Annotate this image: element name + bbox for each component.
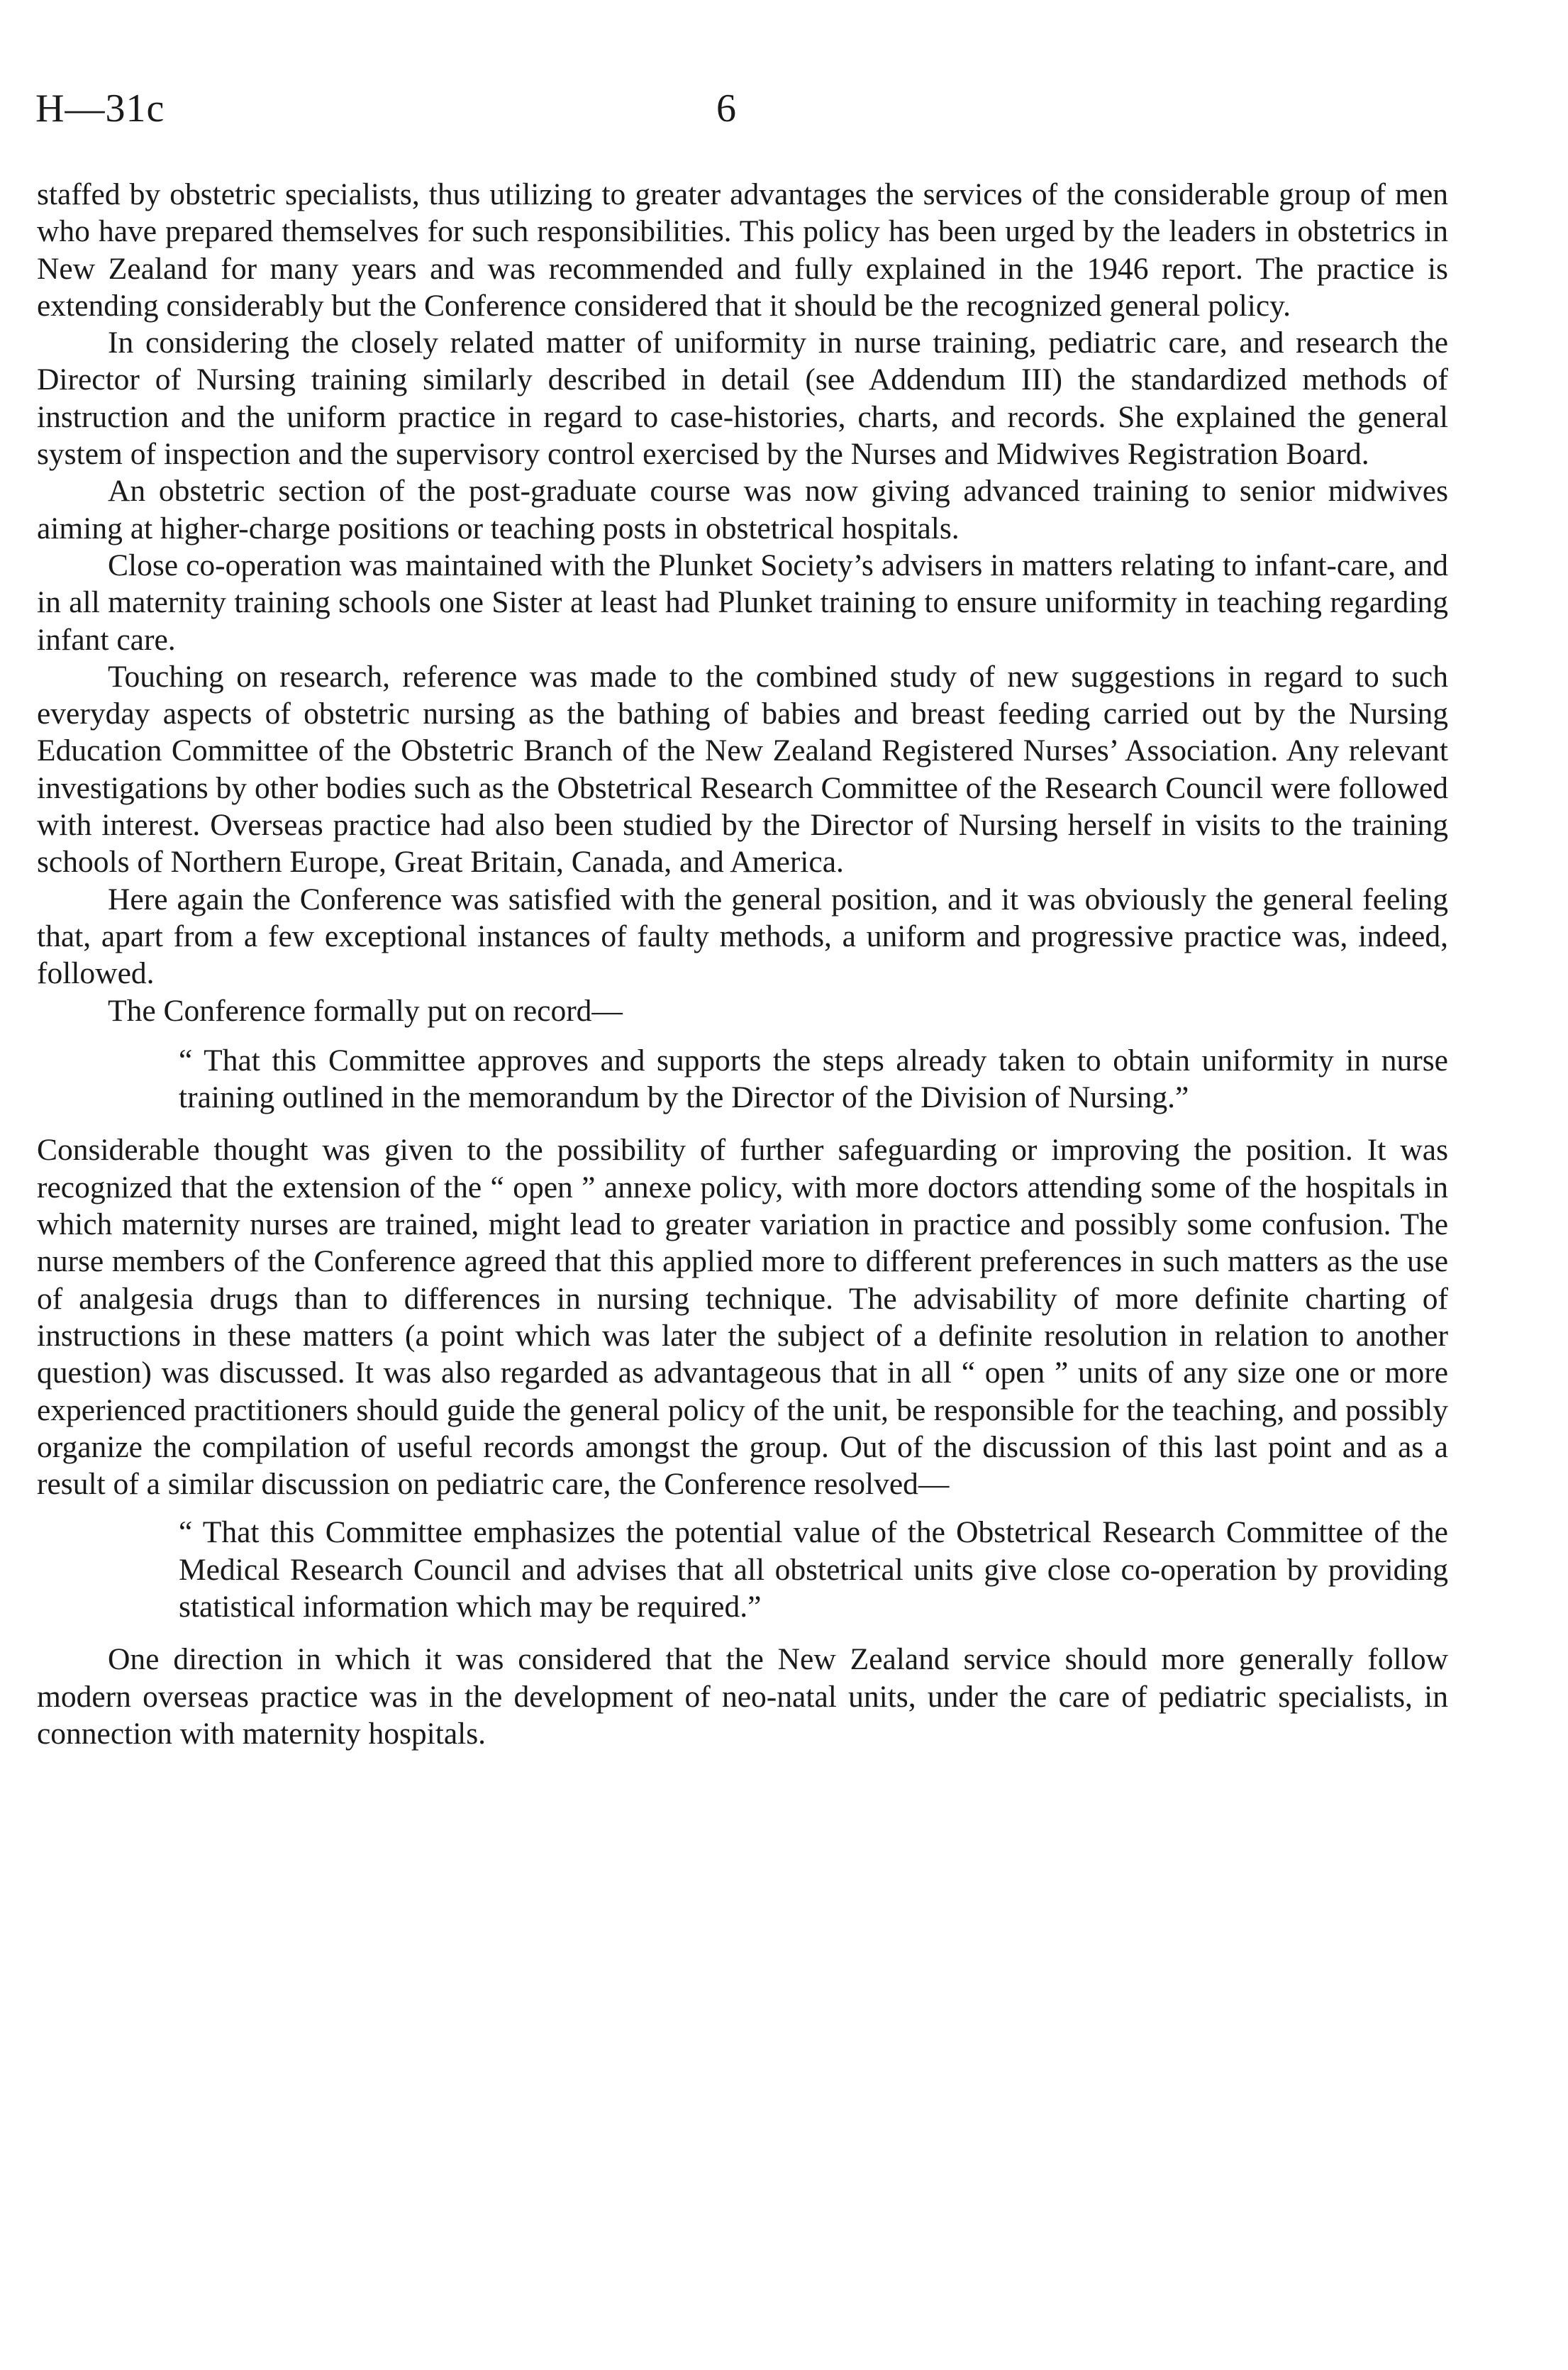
paragraph-post-graduate-course: An obstetric section of the post-graduate course was now giving advanced training to senior midwives aiming at higher-charge positions or teaching posts in obstetrical hospitals. [37, 474, 1448, 546]
paragraph-research: Touching on research, reference was made to the combined study of new suggestions in regard to such everyday aspects of obstetric nursing as the bathing of babies and breast feeding carried out by the Nursing Education Committee of the Obstetric Branch of the New Zealand Registered Nurses’ Association. Any relevant investigations by other bodies such as the Obstetrical Research Committee of the Research Council were followed with interest. Overseas practice had also been studied by the Director of Nursing herself in visits to the training schools of Northern Europe, Great Britain, Canada, and America. [37, 659, 1448, 880]
resolution-quote-research-committee: “ That this Committee emphasizes the potential value of the Obstetrical Research Committee of the Medical Research Council and advises that all obstetrical units give close co-operation by providing statistical information which may be required.” [179, 1515, 1448, 1624]
paragraph-nurse-training: In considering the closely related matter of uniformity in nurse training, pediatric care, and research the Director of Nursing training similarly described in detail (see Addendum III) the standardized methods of instruction and the uniform practice in regard to case-histories, charts, and records. She explained the general system of inspection and the supervisory control exercised by the Nurses and Midwives Registration Board. [37, 326, 1448, 472]
paragraph-general-position: Here again the Conference was satisfied with the general position, and it was obviously the general feeling that, apart from a few exceptional instances of faulty methods, a uniform and progressive practice was, indeed, followed. [37, 882, 1448, 991]
paragraph-safeguarding: Considerable thought was given to the possibility of further safeguarding or improving the position. It was recognized that the extension of the “ open ” annexe policy, with more doctors attending some of the hospitals in which maternity nurses are trained, might lead to greater variation in practice and possibly some confusion. The nurse members of the Conference agreed that this applied more to different preferences in such matters as the use of analgesia drugs than to differences in nursing technique. The advisability of more definite charting of instructions in these matters (a point which was later the subject of a definite resolution in relation to another question) was discussed. It was also regarded as advantageous that in all “ open ” units of any size one or more experienced practitioners should guide the general policy of the unit, be responsible for the teaching, and possibly organize the compilation of useful records amongst the group. Out of the discussion of this last point and as a result of a similar discussion on pediatric care, the Conference resolved— [37, 1133, 1448, 1502]
paragraph-record-intro: The Conference formally put on record— [108, 993, 623, 1028]
body-text [37, 176, 1448, 1752]
page-header [0, 84, 1568, 133]
paragraph-neo-natal-units: One direction in which it was considered that the New Zealand service should more generally follow modern overseas practice was in the development of neo-natal units, under the care of pediatric specialists, in connection with maternity hospitals. [37, 1642, 1448, 1751]
page-number: 6 [716, 87, 736, 131]
document-reference: H—31c [35, 87, 165, 131]
resolution-quote-uniformity: “ That this Committee approves and supports the steps already taken to obtain uniformity in nurse training outlined in the memorandum by the Director of the Division of Nursing.” [179, 1043, 1448, 1115]
paragraph-plunket-cooperation: Close co-operation was maintained with the Plunket Society’s advisers in matters relating to infant-care, and in all maternity training schools one Sister at least had Plunket training to ensure uniformity in teaching regarding infant care. [37, 548, 1448, 657]
paragraph-continuation: staffed by obstetric specialists, thus utilizing to greater advantages the services of the considerable group of men who have prepared themselves for such responsibilities. This policy has been urged by the leaders in obstetrics in New Zealand for many years and was recommended and fully explained in the 1946 report. The practice is extending considerably but the Conference considered that it should be the recognized general policy. [37, 177, 1448, 323]
